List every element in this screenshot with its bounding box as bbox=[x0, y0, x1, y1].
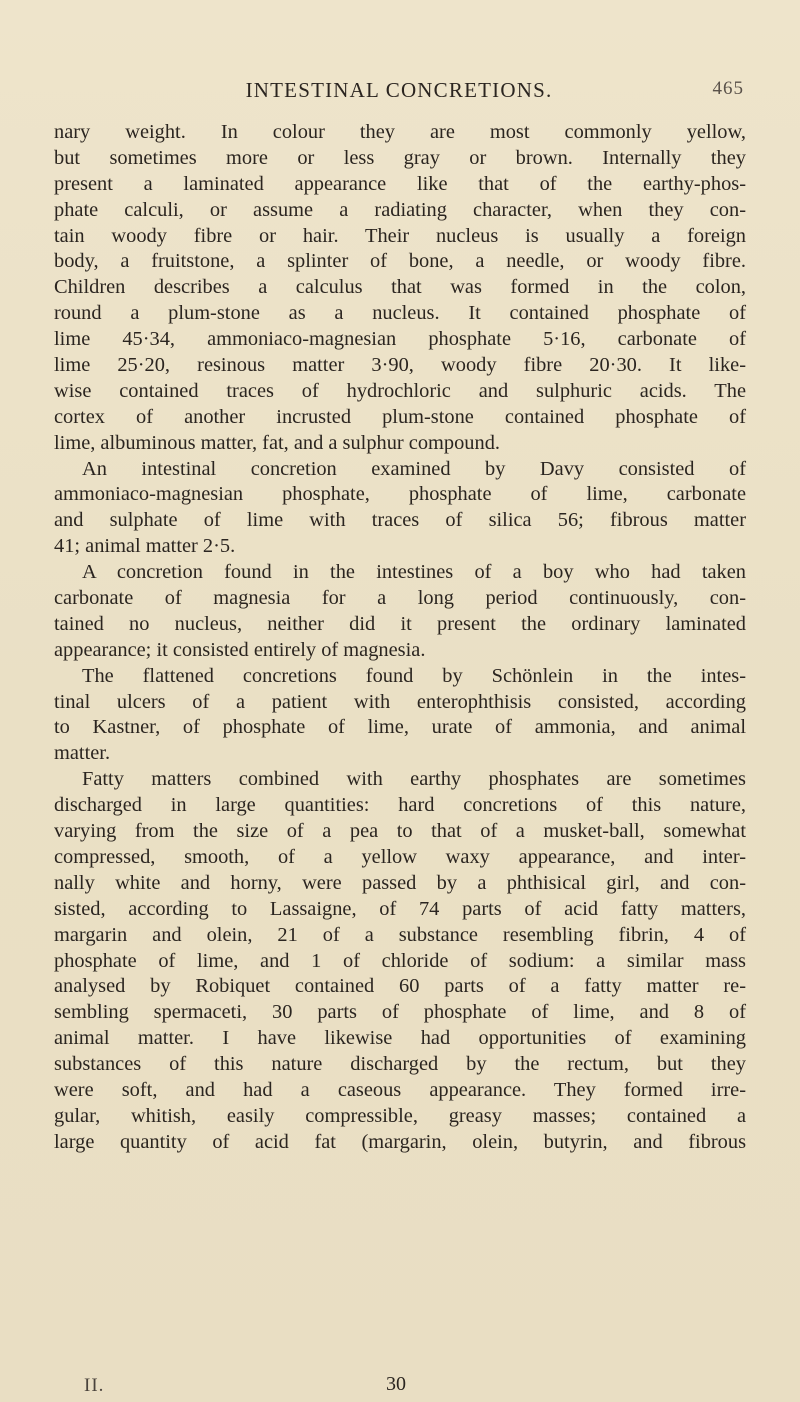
text-line: animal matter. I have likewise had opportunities of examining bbox=[54, 1027, 746, 1050]
text-line: tain woody fibre or hair. Their nucleus is usually a foreign bbox=[54, 224, 746, 247]
sheet-number: 30 bbox=[386, 1373, 406, 1395]
text-line: discharged in large quantities: hard concretions of this nature, bbox=[54, 794, 746, 817]
body-text bbox=[54, 120, 746, 1156]
text-line: lime 45·34, ammoniaco-magnesian phosphate 5·16, carbonate of bbox=[54, 328, 746, 351]
page-footer bbox=[84, 1375, 714, 1399]
running-head: INTESTINAL CONCRETIONS. bbox=[245, 78, 553, 102]
text-line: carbonate of magnesia for a long period continuously, con- bbox=[54, 587, 746, 610]
text-line: sembling spermaceti, 30 parts of phosphate of lime, and 8 of bbox=[54, 1001, 746, 1024]
text-line: appearance; it consisted entirely of magnesia. bbox=[54, 638, 426, 661]
text-line: nally white and horny, were passed by a phthisical girl, and con- bbox=[54, 871, 746, 894]
text-line: to Kastner, of phosphate of lime, urate of ammonia, and animal bbox=[54, 716, 746, 739]
text-line: Children describes a calculus that was formed in the colon, bbox=[54, 276, 746, 299]
text-line: analysed by Robiquet contained 60 parts of a fatty matter re- bbox=[54, 975, 746, 998]
text-line: gular, whitish, easily compressible, greasy masses; contained a bbox=[54, 1104, 746, 1127]
text-line: sisted, according to Lassaigne, of 74 parts of acid fatty matters, bbox=[54, 897, 746, 920]
text-line: body, a fruitstone, a splinter of bone, a needle, or woody fibre. bbox=[54, 250, 746, 273]
page-header bbox=[54, 78, 744, 106]
text-line: nary weight. In colour they are most commonly yellow, bbox=[54, 121, 746, 143]
text-line: An intestinal concretion examined by Davy consisted of bbox=[82, 457, 746, 480]
text-line: tinal ulcers of a patient with enterophthisis consisted, according bbox=[54, 690, 746, 713]
text-line: The flattened concretions found by Schönlein in the intes- bbox=[82, 664, 746, 687]
text-line: margarin and olein, 21 of a substance resembling fibrin, 4 of bbox=[54, 923, 746, 946]
text-line: matter. bbox=[54, 742, 111, 765]
text-line: tained no nucleus, neither did it present the ordinary laminated bbox=[54, 612, 746, 635]
text-line: A concretion found in the intestines of a boy who had taken bbox=[82, 561, 746, 584]
text-line: phosphate of lime, and 1 of chloride of sodium: a similar mass bbox=[54, 949, 746, 972]
text-line: wise contained traces of hydrochloric and sulphuric acids. The bbox=[54, 379, 746, 402]
text-line: and sulphate of lime with traces of silica 56; fibrous matter bbox=[54, 509, 746, 532]
text-line: present a laminated appearance like that of the earthy-phos- bbox=[54, 172, 746, 195]
page-number: 465 bbox=[712, 78, 744, 99]
text-line: ammoniaco-magnesian phosphate, phosphate of lime, carbonate bbox=[54, 483, 746, 506]
text-line: phate calculi, or assume a radiating character, when they con- bbox=[54, 198, 746, 221]
text-line: lime, albuminous matter, fat, and a sulphur compound. bbox=[54, 431, 500, 454]
text-line: were soft, and had a caseous appearance. They formed irre- bbox=[54, 1078, 746, 1101]
signature-mark: II. bbox=[84, 1375, 105, 1396]
text-line: Fatty matters combined with earthy phosphates are sometimes bbox=[82, 768, 746, 791]
text-line: lime 25·20, resinous matter 3·90, woody fibre 20·30. It like- bbox=[54, 354, 746, 377]
text-line: large quantity of acid fat (margarin, olein, butyrin, and fibrous bbox=[54, 1130, 746, 1153]
text-line: cortex of another incrusted plum-stone contained phosphate of bbox=[54, 405, 746, 428]
text-line: varying from the size of a pea to that of a musket-ball, somewhat bbox=[54, 820, 746, 843]
text-line: but sometimes more or less gray or brown. Internally they bbox=[54, 146, 746, 169]
text-line: substances of this nature discharged by the rectum, but they bbox=[54, 1053, 746, 1076]
text-line: round a plum-stone as a nucleus. It contained phosphate of bbox=[54, 302, 746, 325]
text-line: 41; animal matter 2·5. bbox=[54, 535, 236, 558]
text-line: compressed, smooth, of a yellow waxy appearance, and inter- bbox=[54, 845, 746, 868]
